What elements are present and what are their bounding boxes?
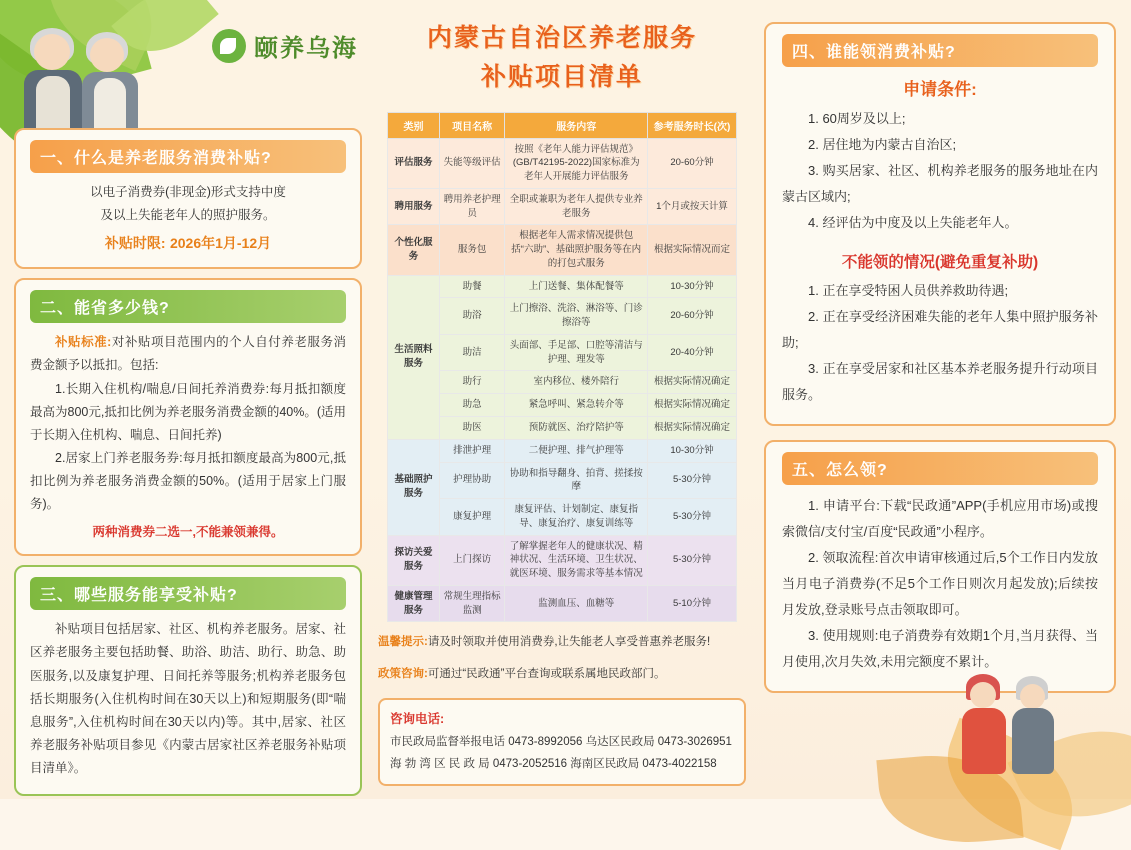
table-cell-duration: 根据实际情况确定 xyxy=(648,371,737,394)
table-cell-duration: 根据实际情况确定 xyxy=(648,416,737,439)
table-header-row xyxy=(388,112,737,138)
denied-item-2: 2. 正在享受经济困难失能的老年人集中照护服务补助; xyxy=(782,309,1098,350)
table-row xyxy=(388,225,737,275)
section-which-services xyxy=(14,565,362,796)
table-cell-content: 二便护理、排气护理等 xyxy=(505,439,648,462)
table-header-category: 类别 xyxy=(388,112,440,138)
subsidy-items-table xyxy=(387,112,737,623)
table-cell-content: 上门送餐、集体配餐等 xyxy=(505,275,648,298)
table-cell-name: 助浴 xyxy=(439,298,505,335)
table-cell-content: 根据老年人需求情况提供包括“六助”、基础照护服务等在内的打包式服务 xyxy=(505,225,648,275)
table-cell-category: 基础照护服务 xyxy=(388,439,440,535)
table-cell-category: 生活照料服务 xyxy=(388,275,440,439)
table-cell-content: 按照《老年人能力评估规范》(GB/T42195-2022)国家标准为老年人开展能力评估服务 xyxy=(505,138,648,188)
table-cell-name: 常规生理指标监测 xyxy=(439,585,505,622)
elderly-couple-illustration xyxy=(18,18,158,138)
table-cell-content: 预防就医、治疗陪护等 xyxy=(505,416,648,439)
table-cell-content: 全职或兼职为老年人提供专业养老服务 xyxy=(505,188,648,225)
policy-label: 政策咨询: xyxy=(378,668,428,681)
standard-text: 对补贴项目范围内的个人自付养老服务消费金额予以抵扣。包括: xyxy=(30,335,346,373)
table-row xyxy=(388,499,737,536)
table-row xyxy=(388,138,737,188)
table-cell-content: 上门擦浴、洗浴、淋浴等、门诊擦浴等 xyxy=(505,298,648,335)
table-cell-name: 上门探访 xyxy=(439,535,505,585)
table-row xyxy=(388,275,737,298)
policy-line xyxy=(378,664,746,686)
section1-title: 一、什么是养老服务消费补贴? xyxy=(30,140,346,173)
subsidy-period-label: 补贴时限: xyxy=(104,235,166,252)
section5-title: 五、怎么领? xyxy=(782,452,1098,485)
table-cell-content: 室内移位、楼外陪行 xyxy=(505,371,648,394)
table-cell-duration: 20-60分钟 xyxy=(648,298,737,335)
table-cell-name: 助医 xyxy=(439,416,505,439)
condition-item-3: 3. 购买居家、社区、机构养老服务的服务地址在内蒙古区域内; xyxy=(782,163,1098,204)
section4-title: 四、谁能领消费补贴? xyxy=(782,34,1098,67)
table-cell-name: 助行 xyxy=(439,371,505,394)
table-cell-content: 监测血压、血糖等 xyxy=(505,585,648,622)
table-cell-content: 紧急呼叫、紧急转介等 xyxy=(505,394,648,417)
table-cell-name: 聘用养老护理员 xyxy=(439,188,505,225)
standard-item-2: 2.居家上门养老服务券:每月抵扣额度最高为800元,抵扣比例为养老服务消费金额的50%。(适用于居家上门服务)。 xyxy=(30,450,346,512)
section3-title: 三、哪些服务能享受补贴? xyxy=(30,577,346,610)
table-cell-name: 服务包 xyxy=(439,225,505,275)
brand-name: 颐养乌海 xyxy=(254,35,358,62)
table-cell-category: 健康管理服务 xyxy=(388,585,440,622)
table-cell-name: 护理协助 xyxy=(439,462,505,499)
center-column xyxy=(378,20,746,786)
section-how-to-claim xyxy=(764,440,1116,693)
standard-item-1: 1.长期入住机构/喘息/日间托养消费券:每月抵扣额度最高为800元,抵扣比例为养老服务消费金额的40%。(适用于长期入住机构、喘息、日间托养) xyxy=(30,381,347,442)
tip-line xyxy=(378,632,746,654)
phone-line-2: 海 勃 湾 区 民 政 局 0473-2052516 海南区民政局 0473-4022158 xyxy=(390,757,717,770)
table-cell-content: 康复评估、计划制定、康复指导、康复治疗、康复训练等 xyxy=(505,499,648,536)
table-row xyxy=(388,394,737,417)
table-cell-name: 助餐 xyxy=(439,275,505,298)
condition-item-2: 2. 居住地为内蒙古自治区; xyxy=(808,137,957,152)
table-cell-name: 助急 xyxy=(439,394,505,417)
right-column xyxy=(764,22,1116,693)
table-cell-duration: 1个月或按天计算 xyxy=(648,188,737,225)
table-cell-category: 评估服务 xyxy=(388,138,440,188)
table-cell-duration: 根据实际情况而定 xyxy=(648,225,737,275)
table-body xyxy=(388,138,737,622)
denied-cases-heading: 不能领的情况(避免重复补助) xyxy=(841,254,1039,271)
table-cell-duration: 10-30分钟 xyxy=(648,275,737,298)
table-row xyxy=(388,462,737,499)
left-column xyxy=(14,128,362,796)
table-row xyxy=(388,416,737,439)
poster-title-line2: 补贴项目清单 xyxy=(480,63,643,91)
contact-phone-box xyxy=(378,698,746,785)
standard-label: 补贴标准: xyxy=(55,335,112,350)
leaf-circle-icon xyxy=(212,29,246,63)
step-item-3: 3. 使用规则:电子消费券有效期1个月,当月获得、当月使用,次月失效,未用完额度不累计。 xyxy=(782,628,1098,669)
policy-text: 可通过“民政通”平台查询或联系属地民政部门。 xyxy=(427,668,666,681)
section1-paragraph-2: 及以上失能老年人的照护服务。 xyxy=(100,208,276,223)
denied-item-1: 1. 正在享受特困人员供养救助待遇; xyxy=(808,283,1009,298)
table-header-duration: 参考服务时长(次) xyxy=(648,112,737,138)
elderly-couple-illustration-bottom xyxy=(960,668,1080,788)
standard-note: 两种消费券二选一,不能兼领兼得。 xyxy=(92,525,284,540)
table-cell-name: 康复护理 xyxy=(439,499,505,536)
brand-logo xyxy=(212,28,358,63)
table-cell-content: 头面部、手足部、口腔等清洁与护理、理发等 xyxy=(505,334,648,371)
table-row xyxy=(388,298,737,335)
table-cell-duration: 5-30分钟 xyxy=(648,462,737,499)
table-cell-duration: 5-30分钟 xyxy=(648,499,737,536)
step-item-1: 1. 申请平台:下载“民政通”APP(手机应用市场)或搜索微信/支付宝/百度“民政通”小程序。 xyxy=(782,498,1098,539)
table-row xyxy=(388,334,737,371)
section2-title: 二、能省多少钱? xyxy=(30,290,346,323)
section-what-is-subsidy xyxy=(14,128,362,269)
step-item-2: 2. 领取流程:首次申请审核通过后,5个工作日内发放当月电子消费券(不足5个工作日则次月起发放);后续按月发放,登录账号点击领取即可。 xyxy=(782,550,1098,617)
application-conditions-heading: 申请条件: xyxy=(903,80,977,99)
table-header-name: 项目名称 xyxy=(439,112,505,138)
poster-title xyxy=(378,20,746,98)
section3-paragraph: 补贴项目包括居家、社区、机构养老服务。居家、社区养老服务主要包括助餐、助浴、助洁、助行、助急、助医服务,以及康复护理、日间托养等服务;机构养老服务包括长期服务(入住机构时间在30天以上)和短期服务(即“喘息服务”,入住机构时间在30天以内)等。其中,居家、社区养老服务补贴项目参见《内蒙古居家社区养老服务补贴项目清单》。 xyxy=(30,622,346,775)
table-cell-duration: 20-40分钟 xyxy=(648,334,737,371)
table-cell-name: 助洁 xyxy=(439,334,505,371)
table-cell-duration: 根据实际情况确定 xyxy=(648,394,737,417)
table-cell-category: 探访关爱服务 xyxy=(388,535,440,585)
section-who-can-claim xyxy=(764,22,1116,426)
table-header-content: 服务内容 xyxy=(505,112,648,138)
table-cell-name: 排泄护理 xyxy=(439,439,505,462)
table-cell-category: 个性化服务 xyxy=(388,225,440,275)
phone-box-title: 咨询电话: xyxy=(390,712,445,727)
subsidy-period-value: 2026年1月-12月 xyxy=(169,235,272,252)
table-cell-duration: 5-10分钟 xyxy=(648,585,737,622)
table-row xyxy=(388,188,737,225)
condition-item-4: 4. 经评估为中度及以上失能老年人。 xyxy=(808,215,1018,230)
table-cell-content: 协助和指导翻身、拍背、搓揉按摩 xyxy=(505,462,648,499)
table-row xyxy=(388,585,737,622)
table-cell-category: 聘用服务 xyxy=(388,188,440,225)
table-row xyxy=(388,439,737,462)
phone-line-1: 市民政局监督举报电话 0473-8992056 乌达区民政局 0473-3026951 xyxy=(390,735,732,748)
denied-item-3: 3. 正在享受居家和社区基本养老服务提升行动项目服务。 xyxy=(782,361,1098,402)
poster-title-line1: 内蒙古自治区养老服务 xyxy=(426,25,697,52)
table-row xyxy=(388,535,737,585)
table-cell-duration: 20-60分钟 xyxy=(648,138,737,188)
table-cell-duration: 5-30分钟 xyxy=(648,535,737,585)
tip-text: 请及时领取并使用消费券,让失能老人享受普惠养老服务! xyxy=(427,636,711,649)
tip-label: 温馨提示: xyxy=(378,636,428,649)
section1-paragraph-1: 以电子消费券(非现金)形式支持中度 xyxy=(90,185,286,199)
section-how-much-saved xyxy=(14,278,362,556)
table-cell-content: 了解掌握老年人的健康状况、精神状况、生活环境、卫生状况、就医环境、服务需求等基本情况 xyxy=(505,535,648,585)
condition-item-1: 1. 60周岁及以上; xyxy=(808,111,906,126)
table-cell-duration: 10-30分钟 xyxy=(648,439,737,462)
table-cell-name: 失能等级评估 xyxy=(439,138,505,188)
table-row xyxy=(388,371,737,394)
